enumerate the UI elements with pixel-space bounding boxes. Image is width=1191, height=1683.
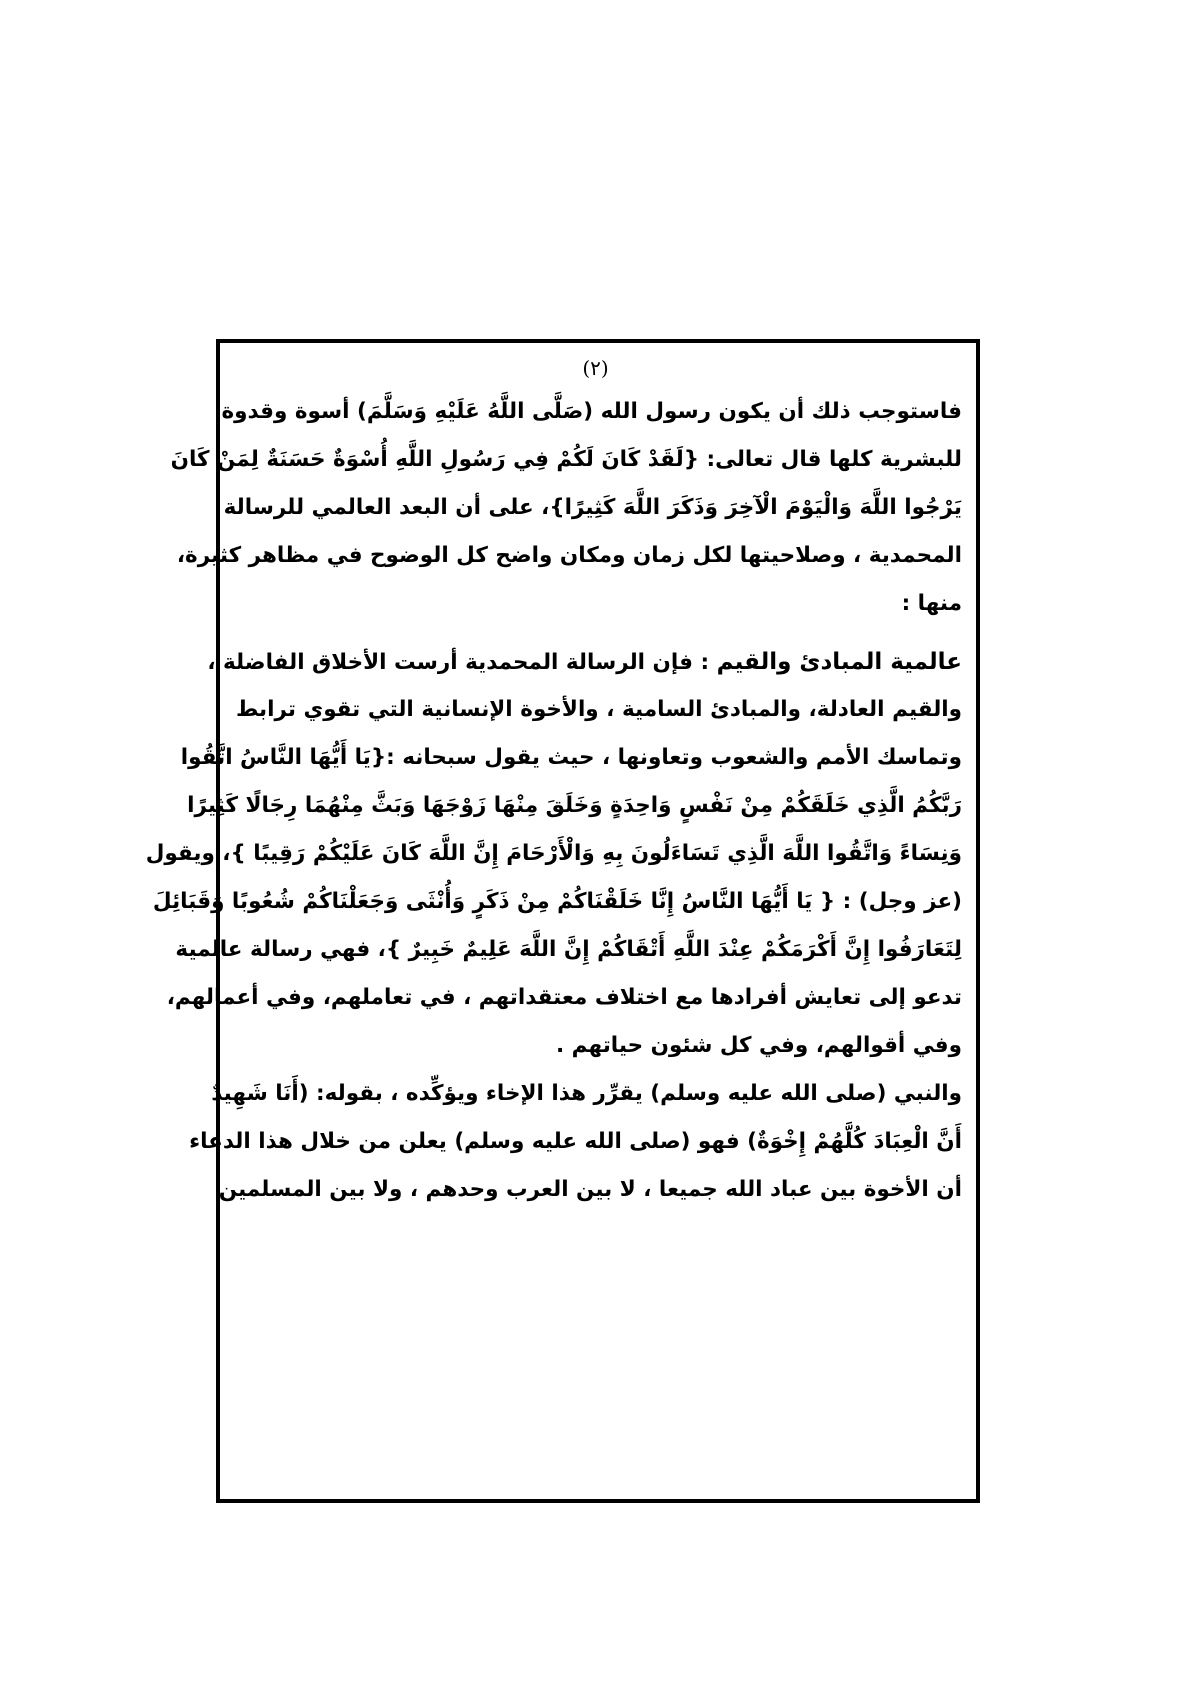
page-number: (٢)	[582, 356, 609, 380]
text-line: وَنِسَاءً وَاتَّقُوا اللَّهَ الَّذِي تَسَاءَلُونَ بِهِ وَالْأَرْحَامَ إِنَّ اللَّهَ كَانَ عَلَيْكُمْ رَقِيبًا }، ويقول	[145, 841, 962, 866]
text-line: والقيم العادلة، والمبادئ السامية ، والأخوة الإنسانية التي تقوي ترابط	[236, 697, 962, 722]
document-body	[145, 388, 962, 1214]
text-line: أن الأخوة بين عباد الله جميعا ، لا بين العرب وحدهم ، ولا بين المسلمين	[218, 1177, 962, 1202]
section-heading: عالمية المبادئ والقيم	[716, 649, 962, 675]
text-line	[207, 638, 962, 686]
text-line: يَرْجُوا اللَّهَ وَالْيَوْمَ الْآخِرَ وَذَكَرَ اللَّهَ كَثِيرًا}، على أن البعد العالمي للرسالة	[223, 495, 962, 520]
text-line: وتماسك الأمم والشعوب وتعاونها ، حيث يقول سبحانه :{يَا أَيُّهَا النَّاسُ اتَّقُوا	[180, 745, 962, 770]
text-line: فاستوجب ذلك أن يكون رسول الله (صَلَّى اللَّهُ عَلَيْهِ وَسَلَّمَ) أسوة وقدوة	[221, 399, 962, 424]
text-line: وفي أقوالهم، وفي كل شئون حياتهم .	[556, 1033, 962, 1058]
text-line: لِتَعَارَفُوا إِنَّ أَكْرَمَكُمْ عِنْدَ اللَّهِ أَتْقَاكُمْ إِنَّ اللَّهَ عَلِيمٌ خَبِيرٌ }، فهي رسالة عالمية	[175, 937, 962, 962]
paragraph-brotherhood	[189, 1070, 962, 1214]
text-line: المحمدية ، وصلاحيتها لكل زمان ومكان واضح كل الوضوح في مظاهر كثيرة،	[176, 543, 962, 568]
text-line: (عز وجل) : { يَا أَيُّهَا النَّاسُ إِنَّا خَلَقْنَاكُمْ مِنْ ذَكَرٍ وَأُنْثَى وَجَعَلْنَاكُمْ شُعُوبًا وَقَبَائِلَ	[152, 889, 962, 914]
text-line: للبشرية كلها قال تعالى: {لَقَدْ كَانَ لَكُمْ فِي رَسُولِ اللَّهِ أُسْوَةٌ حَسَنَةٌ لِمَنْ كَانَ	[170, 447, 962, 472]
text-line: منها :	[901, 591, 962, 616]
text-line: تدعو إلى تعايش أفرادها مع اختلاف معتقداتهم ، في تعاملهم، وفي أعمالهم،	[166, 985, 962, 1010]
text-line: والنبي (صلى الله عليه وسلم) يقرِّر هذا الإخاء ويؤكِّده ، بقوله: (أَنَا شَهِيدٌ	[211, 1081, 962, 1106]
text-run: : فإن الرسالة المحمدية أرست الأخلاق الفاضلة ،	[207, 650, 717, 675]
paragraph-universality	[145, 638, 962, 1070]
text-line: رَبَّكُمُ الَّذِي خَلَقَكُمْ مِنْ نَفْسٍ وَاحِدَةٍ وَخَلَقَ مِنْهَا زَوْجَهَا وَبَثَّ مِنْهُمَا رِجَالًا كَثِيرًا	[187, 793, 962, 818]
paragraph-intro	[170, 388, 962, 628]
text-line: أَنَّ الْعِبَادَ كُلَّهُمْ إِخْوَةٌ) فهو (صلى الله عليه وسلم) يعلن من خلال هذا الدعاء	[189, 1129, 962, 1154]
